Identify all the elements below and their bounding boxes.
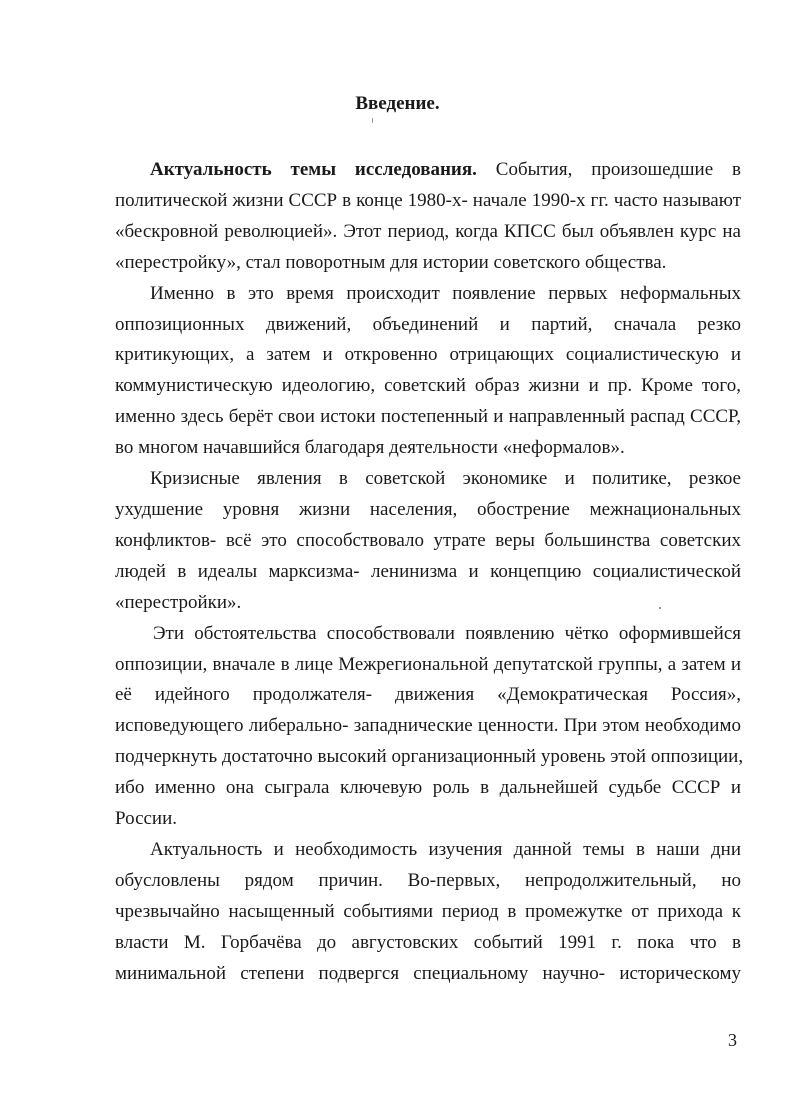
text-line: коммунистическую идеологию, советский образ жизни и пр. Кроме того, [115, 375, 741, 397]
text-line: ухудшение уровня жизни населения, обострение межнациональных [115, 498, 741, 520]
paragraph [115, 155, 741, 279]
text-line [115, 155, 741, 186]
text-line: оппозиционных движений, объединений и партий, сначала резко [115, 313, 741, 335]
paragraph [115, 279, 741, 464]
text-line: её идейного продолжателя- движения «Демократическая Россия», [115, 684, 741, 706]
text-line: обусловлены рядом причин. Во-первых, непродолжительный, но [115, 869, 741, 891]
document-body [115, 155, 744, 989]
text-line: подчеркнуть достаточно высокий организационный уровень этой оппозиции, [115, 746, 744, 768]
text-line: чрезвычайно насыщенный событиями период в промежутке от прихода к [115, 900, 741, 922]
scan-speck [372, 118, 373, 123]
text-line: власти М. Горбачёва до августовских событий 1991 г. пока что в [115, 931, 741, 953]
text-line: во многом начавшийся благодаря деятельности «неформалов». [115, 437, 625, 459]
page-title: Введение. [355, 93, 440, 114]
text-line: Кризисные явления в советской экономике и политике, резкое [150, 468, 741, 490]
text-line: исповедующего либерально- западнические ценности. При этом необходимо [115, 715, 741, 737]
text-line: критикующих, а затем и откровенно отрицающих социалистическую и [115, 344, 741, 366]
text-line: именно здесь берёт свои истоки постепенный и направленный распад СССР, [115, 406, 741, 428]
text-line: Актуальность и необходимость изучения данной темы в наши дни [150, 838, 741, 860]
text-line: оппозиции, вначале в лице Межрегиональной депутатской группы, а затем и [115, 653, 741, 675]
text-line: Эти обстоятельства способствовали появлению чётко оформившейся [153, 622, 741, 644]
text-fragment: События, произошедшие в [476, 159, 742, 180]
text-line: ибо именно она сыграла ключевую роль в дальнейшей судьбе СССР и [115, 777, 741, 799]
paragraph [115, 464, 741, 619]
text-line: «перестройку», стал поворотным для истории советского общества. [115, 251, 667, 273]
text-line: России. [115, 808, 178, 830]
text-line: «перестройки». [115, 591, 242, 613]
text-line: конфликтов- всё это способствовало утрате веры большинства советских [115, 529, 741, 551]
text-line: людей в идеалы марксизма- ленинизма и концепцию социалистической [115, 560, 741, 582]
paragraph [115, 619, 744, 835]
page-number: 3 [728, 1030, 737, 1050]
text-line: «бескровной революцией». Этот период, когда КПСС был объявлен курс на [115, 220, 741, 242]
text-line: минимальной степени подвергся специальному научно- историческому [115, 962, 741, 984]
text-line: политической жизни СССР в конце 1980-х- начале 1990-х гг. часто называют [115, 189, 741, 211]
text-line: Именно в это время происходит появление первых неформальных [150, 282, 741, 304]
lead-heading: Актуальность темы исследования. [150, 159, 477, 180]
paragraph [115, 835, 741, 990]
